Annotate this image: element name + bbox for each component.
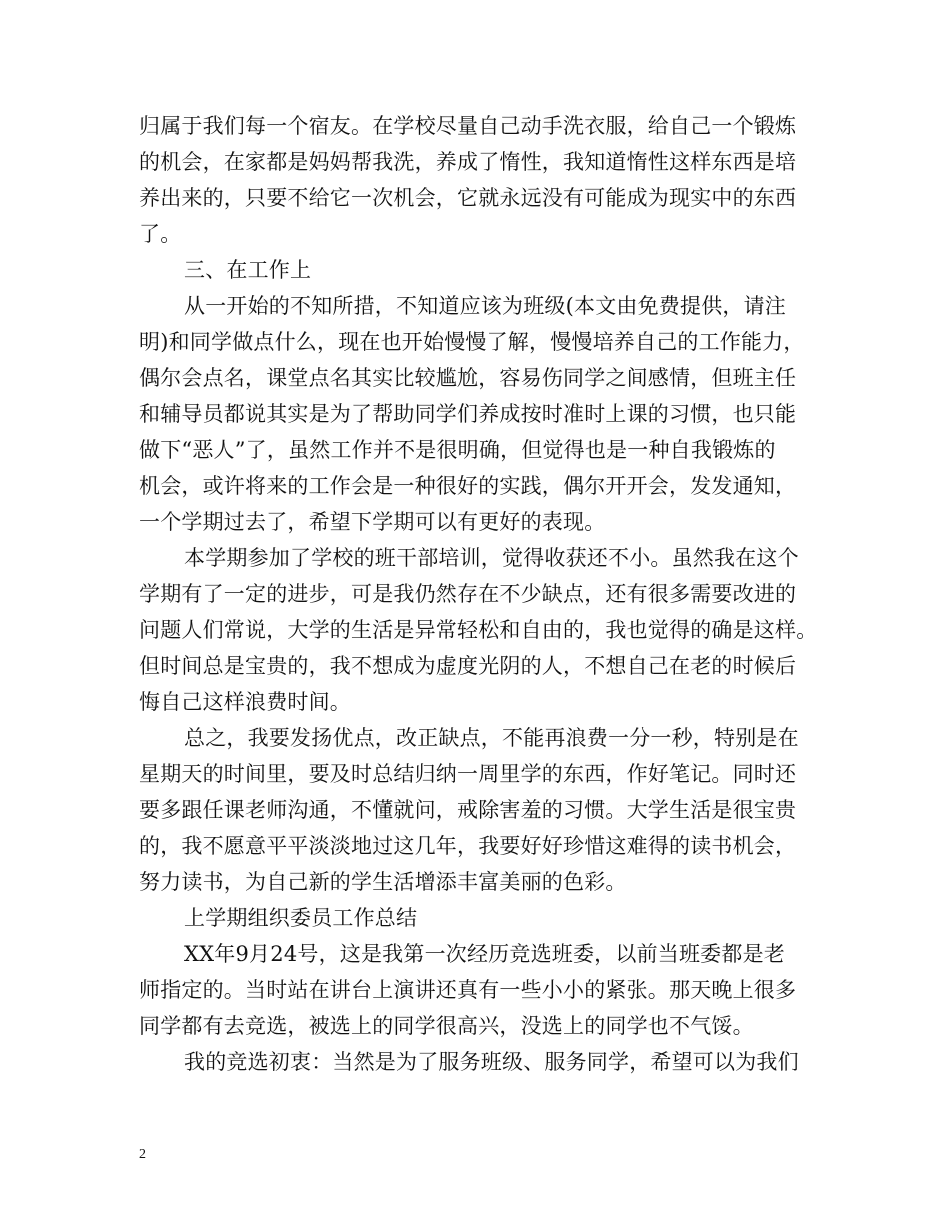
- text-line: 归属于我们每一个宿友。在学校尽量自己动手洗衣服，给自己一个锻炼: [139, 114, 797, 138]
- text-line: 努力读书，为自己新的学生活增添丰富美丽的色彩。: [139, 870, 627, 894]
- text-line: 偶尔会点名，课堂点名其实比较尴尬，容易伤同学之间感情，但班主任: [139, 366, 797, 390]
- text-line: 要多跟任课老师沟通，不懂就问，戒除害羞的习惯。大学生活是很宝贵: [139, 798, 797, 822]
- text-line: 和辅导员都说其实是为了帮助同学们养成按时准时上课的习惯，也只能: [139, 402, 797, 426]
- text-line: 总之，我要发扬优点，改正缺点，不能再浪费一分一秒，特别是在: [184, 726, 799, 750]
- text-line: 同学都有去竞选，被选上的同学很高兴，没选上的同学也不气馁。: [139, 1014, 754, 1038]
- text-line: 养出来的，只要不给它一次机会，它就永远没有可能成为现实中的东西: [139, 186, 797, 210]
- text-line: 的，我不愿意平平淡淡地过这几年，我要好好珍惜这难得的读书机会，: [139, 834, 797, 858]
- text-line: XX年9月24号，这是我第一次经历竞选班委，以前当班委都是老: [184, 942, 785, 966]
- text-line: 学期有了一定的进步，可是我仍然存在不少缺点，还有很多需要改进的: [139, 582, 797, 606]
- text-line: 了。: [139, 222, 182, 246]
- text-line: 师指定的。当时站在讲台上演讲还真有一些小小的紧张。那天晚上很多: [139, 978, 797, 1002]
- text-line: 机会，或许将来的工作会是一种很好的实践，偶尔开开会，发发通知，: [139, 474, 797, 498]
- text-line: 但时间总是宝贵的，我不想成为虚度光阴的人，不想自己在老的时候后: [139, 654, 797, 678]
- text-line: 悔自己这样浪费时间。: [139, 690, 351, 714]
- text-line: 做下“恶人”了，虽然工作并不是很明确，但觉得也是一种自我锻炼的: [139, 438, 776, 462]
- text-line: 问题人们常说，大学的生活是异常轻松和自由的，我也觉得的确是这样。: [139, 618, 818, 642]
- text-line: 从一开始的不知所措，不知道应该为班级(本文由免费提供，请注: [184, 294, 786, 318]
- text-line: 我的竞选初衷：当然是为了服务班级、服务同学，希望可以为我们: [184, 1050, 799, 1074]
- page-number: 2: [139, 1147, 146, 1162]
- text-line: 星期天的时间里，要及时总结归纳一周里学的东西，作好笔记。同时还: [139, 762, 797, 786]
- text-line: 一个学期过去了，希望下学期可以有更好的表现。: [139, 510, 606, 534]
- section-heading: 三、在工作上: [184, 258, 312, 282]
- text-line: 明)和同学做点什么，现在也开始慢慢了解，慢慢培养自己的工作能力，: [139, 330, 805, 354]
- section-heading: 上学期组织委员工作总结: [184, 906, 418, 930]
- text-line: 本学期参加了学校的班干部培训，觉得收获还不小。虽然我在这个: [184, 546, 799, 570]
- text-line: 的机会，在家都是妈妈帮我洗，养成了惰性，我知道惰性这样东西是培: [139, 150, 797, 174]
